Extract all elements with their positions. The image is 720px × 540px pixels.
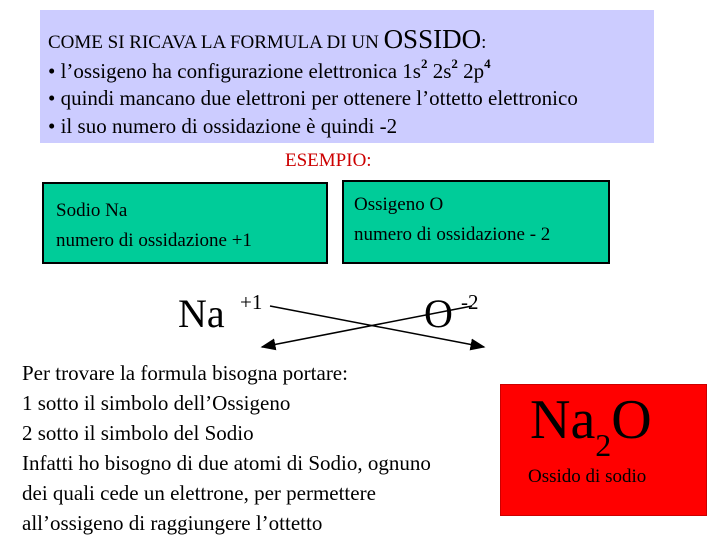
explanation-line: Per trovare la formula bisogna portare: [22, 361, 348, 385]
bullet-missing-electrons: • quindi mancano due elettroni per ottenere l’ottetto elettronico [48, 86, 578, 110]
explanation-line: dei quali cede un elettrone, per permettere [22, 481, 376, 505]
result-name: Ossido di sodio [528, 466, 647, 487]
sodium-symbol: Na [178, 291, 225, 336]
title-prefix: COME SI RICAVA LA FORMULA DI UN [48, 32, 384, 53]
result-formula [530, 389, 652, 463]
superscript: 2 [451, 56, 458, 71]
oxygen-symbol: O [424, 291, 453, 336]
formula-sodium: Na [530, 389, 596, 451]
bullet-configuration-part: 2p [457, 59, 485, 83]
sodium-name: Sodio Na [56, 200, 128, 221]
title-keyword: OSSIDO [383, 24, 482, 54]
oxygen-oxidation: numero di ossidazione - 2 [354, 224, 551, 245]
oxygen-name: Ossigeno O [354, 194, 444, 215]
formula-subscript: 2 [595, 427, 612, 463]
superscript: 2 [420, 56, 428, 71]
explanation-line: Infatti ho bisogno di due atomi di Sodio, ognuno [22, 451, 431, 475]
sodium-oxidation: numero di ossidazione +1 [56, 230, 252, 251]
superscript: 4 [484, 56, 491, 71]
sodium-charge: +1 [240, 290, 263, 314]
arrow-oxygen-to-sodium [262, 306, 472, 347]
explanation-line: 1 sotto il simbolo dell’Ossigeno [22, 391, 291, 415]
formula-oxygen: O [611, 389, 652, 451]
explanation-line: 2 sotto il simbolo del Sodio [22, 421, 254, 445]
explanation-line: all’ossigeno di raggiungere l’ottetto [22, 511, 323, 535]
bullet-configuration-part: 2s [427, 59, 452, 83]
oxygen-charge: -2 [461, 290, 479, 314]
example-label: ESEMPIO: [285, 150, 372, 171]
bullet-configuration-text: • l’ossigeno ha configurazione elettronica 1s [48, 59, 421, 83]
title-suffix: : [481, 32, 487, 53]
arrow-sodium-to-oxygen [270, 306, 484, 347]
explanation-text [22, 358, 431, 538]
bullet-oxidation-number: • il suo numero di ossidazione è quindi -2 [48, 114, 398, 138]
